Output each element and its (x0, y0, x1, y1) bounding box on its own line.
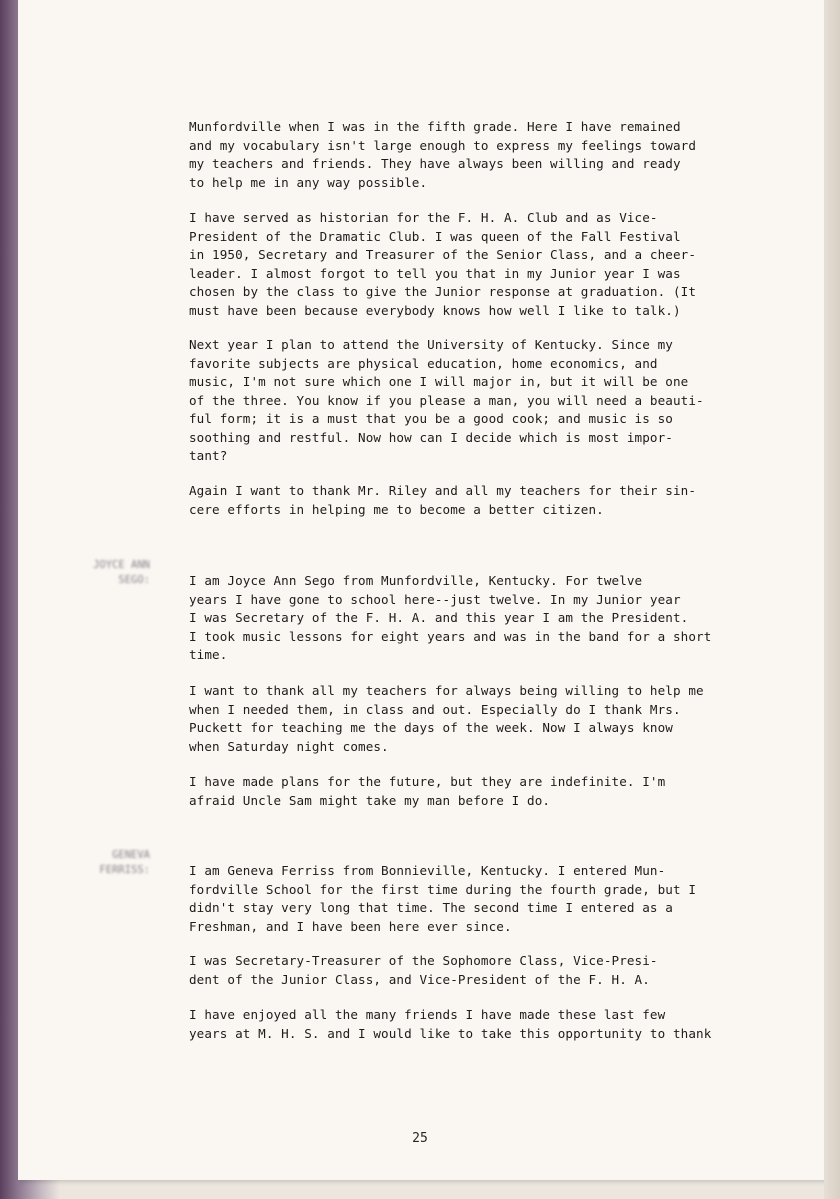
paragraph-joyce-future: I have made plans for the future, but they are indefinite. I'm afraid Uncle Sam might take my man before I do. (189, 774, 666, 808)
name-label-joyce-ann-sego: JOYCE ANN SEGO: (93, 559, 150, 586)
paragraph-activities: I have served as historian for the F. H. A. Club and as Vice- President of the Dramatic Club. I was queen of the Fall Festival in 1950, Secretary and Treasurer of the Senior Class, and a cheer- leader. I almost forgot to tell you that in my Junior year I was chosen by the class to give the Junior response at graduation. (It must have been because everybody knows how well I like to talk.) (189, 210, 697, 318)
page-number: 25 (412, 1131, 428, 1146)
page-edge (824, 0, 840, 1199)
paragraph-thanks-riley: Again I want to thank Mr. Riley and all my teachers for their sin- cere efforts in helping me to become a better citizen. (189, 483, 697, 517)
paragraph-university-plans: Next year I plan to attend the University of Kentucky. Since my favorite subjects are physical education, home economics, and music, I'm not sure which one I will major in, but it will be one of the three. You know if you please a man, you will need a beauti- ful form; it is a must that you be a good cook; and music is so soothing and restful. Now how can I decide which is most impor- tant? (189, 337, 704, 463)
paragraph-geneva-intro: I am Geneva Ferriss from Bonnieville, Kentucky. I entered Mun- fordville School for the first time during the fourth grade, but I didn't stay very long that time. The second time I entered as a Freshman, and I have been here ever since. (189, 863, 697, 934)
paragraph-geneva-offices: I was Secretary-Treasurer of the Sophomore Class, Vice-Presi- dent of the Junior Class, and Vice-President of the F. H. A. (189, 953, 658, 987)
paragraph-joyce-thanks: I want to thank all my teachers for always being willing to help me when I needed them, in class and out. Especially do I thank Mrs. Puckett for teaching me the days of the week. Now I always know when Saturday night comes. (189, 683, 704, 754)
paragraph-fifth-grade: Munfordville when I was in the fifth grade. Here I have remained and my vocabulary isn't large enough to express my feelings toward my teachers and friends. They have always been willing and ready to help me in any way possible. (189, 119, 697, 190)
paragraph-joyce-intro: I am Joyce Ann Sego from Munfordville, Kentucky. For twelve years I have gone to school here--just twelve. In my Junior year I was Secretary of the F. H. A. and this year I am the President. I took music lessons for eight years and was in the band for a short time. (189, 573, 712, 662)
paragraph-geneva-friends: I have enjoyed all the many friends I have made these last few years at M. H. S. and I would like to take this opportunity to thank (189, 1007, 712, 1041)
name-label-geneva-ferriss: GENEVA FERRISS: (99, 849, 150, 876)
